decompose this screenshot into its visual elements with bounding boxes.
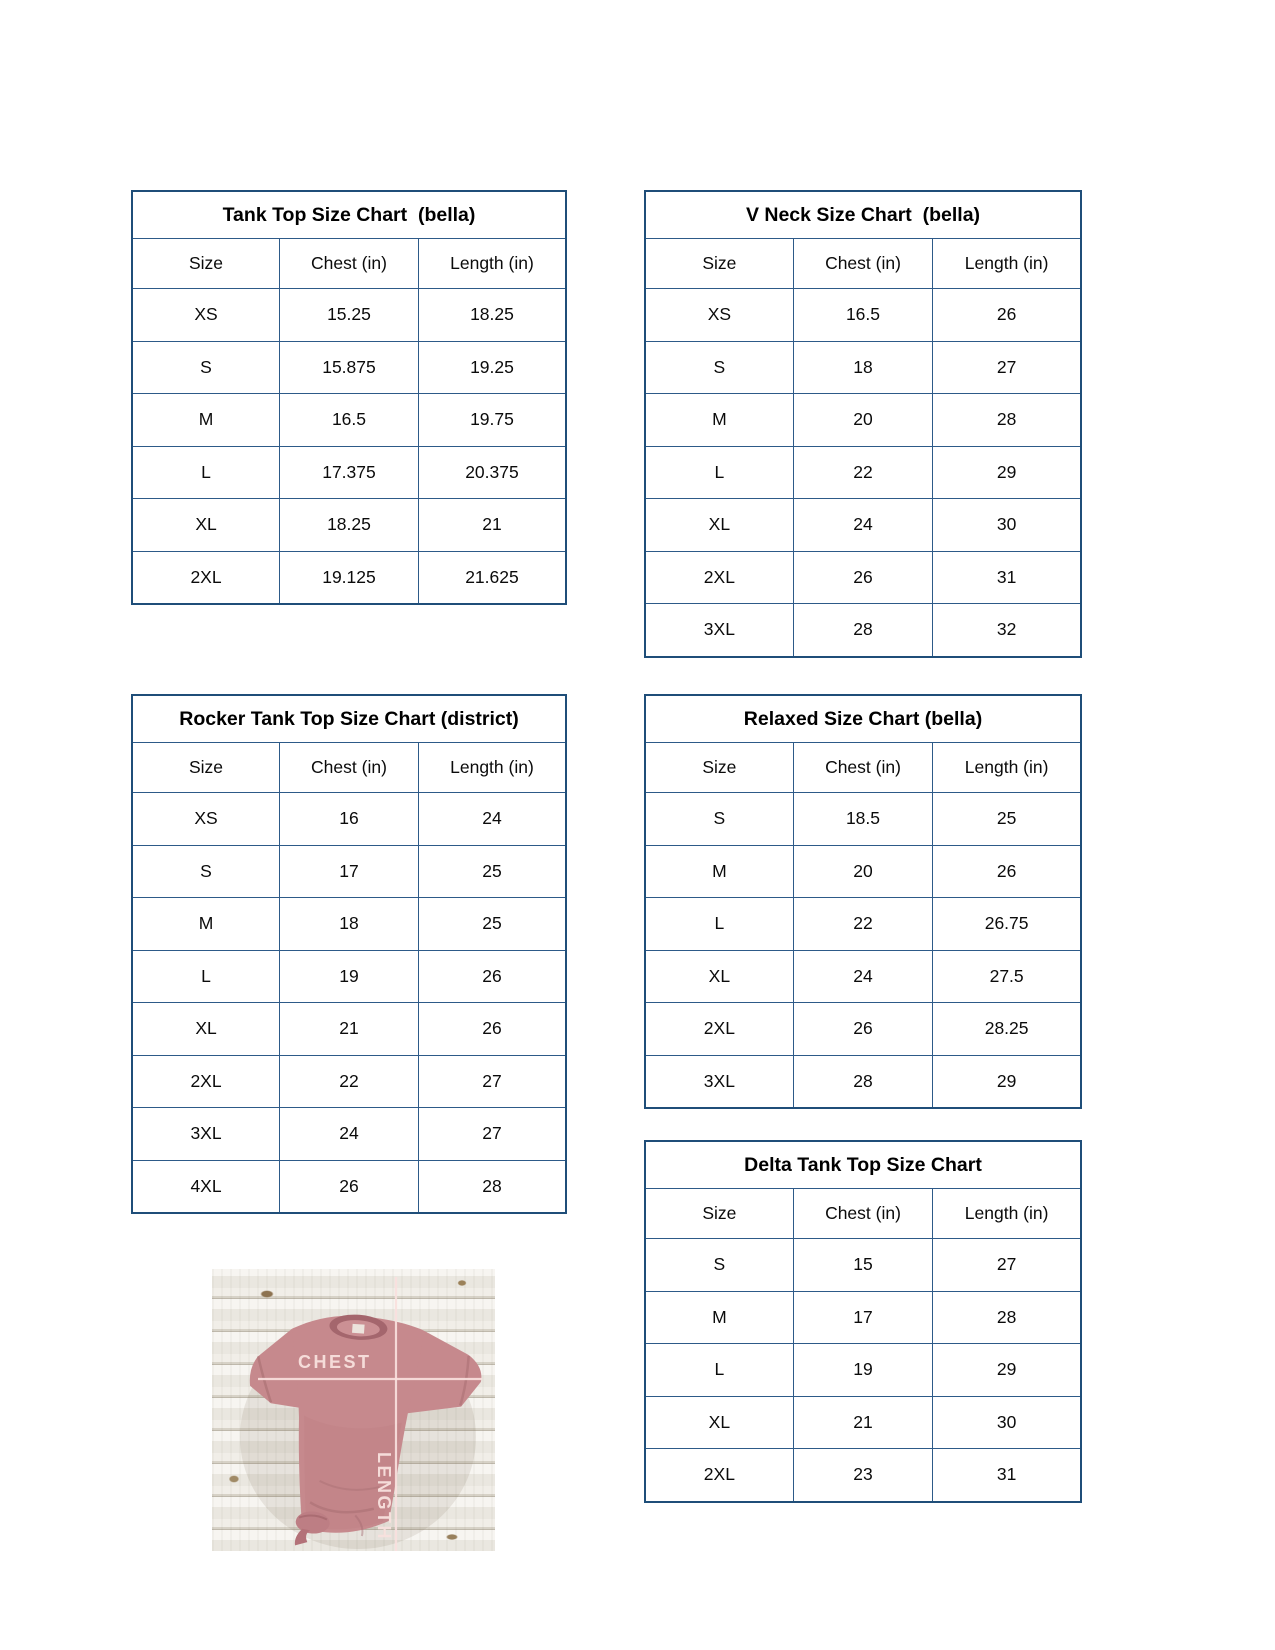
chest-cell: 24 — [280, 1108, 419, 1161]
table-row — [645, 1239, 1081, 1292]
rocker-grid — [131, 694, 567, 1214]
size-cell: M — [645, 1291, 793, 1344]
chest-cell: 24 — [793, 950, 933, 1003]
length-cell: 26 — [933, 845, 1081, 898]
length-cell: 26 — [418, 1003, 566, 1056]
length-label: LENGTH — [374, 1452, 394, 1541]
chest-cell: 16 — [280, 793, 419, 846]
table-row — [132, 1055, 566, 1108]
size-cell: XL — [645, 950, 793, 1003]
length-cell: 25 — [933, 793, 1081, 846]
delta-grid — [644, 1140, 1082, 1503]
length-cell: 32 — [933, 604, 1081, 657]
size-cell: XS — [132, 793, 280, 846]
column-header: Chest (in) — [793, 1189, 933, 1239]
table-title: Tank Top Size Chart (bella) — [132, 191, 566, 239]
size-cell: XS — [132, 289, 280, 342]
column-header: Length (in) — [418, 743, 566, 793]
size-cell: 3XL — [645, 604, 793, 657]
neck-tag — [352, 1324, 365, 1334]
size-cell: 3XL — [645, 1055, 793, 1108]
column-header: Length (in) — [418, 239, 566, 289]
table-row — [132, 950, 566, 1003]
size-cell: 2XL — [645, 1449, 793, 1502]
size-cell: L — [132, 950, 280, 1003]
size-cell: M — [132, 898, 280, 951]
chest-cell: 17 — [793, 1291, 933, 1344]
chest-cell: 19 — [280, 950, 419, 1003]
length-cell: 28 — [933, 394, 1081, 447]
table-row — [132, 1108, 566, 1161]
size-cell: L — [132, 446, 280, 499]
table-row — [645, 394, 1081, 447]
table-row — [645, 845, 1081, 898]
column-header: Chest (in) — [793, 743, 933, 793]
length-cell: 29 — [933, 1344, 1081, 1397]
chest-cell: 15.25 — [280, 289, 419, 342]
chest-cell: 18 — [793, 341, 933, 394]
chest-cell: 28 — [793, 1055, 933, 1108]
chest-cell: 19 — [793, 1344, 933, 1397]
column-header: Length (in) — [933, 743, 1081, 793]
rocker-tank-top-size-table — [131, 694, 567, 1214]
table-row — [132, 394, 566, 447]
length-cell: 28 — [418, 1160, 566, 1213]
table-row — [132, 551, 566, 604]
table-row — [645, 1344, 1081, 1397]
table-title: V Neck Size Chart (bella) — [645, 191, 1081, 239]
table-row — [645, 604, 1081, 657]
length-cell: 26.75 — [933, 898, 1081, 951]
size-cell: 2XL — [132, 1055, 280, 1108]
chest-cell: 28 — [793, 604, 933, 657]
column-header: Chest (in) — [793, 239, 933, 289]
column-header: Size — [645, 239, 793, 289]
column-header: Size — [132, 239, 280, 289]
tshirt-measurement-photo — [212, 1269, 495, 1551]
length-cell: 28.25 — [933, 1003, 1081, 1056]
table-row — [645, 1291, 1081, 1344]
length-cell: 19.25 — [418, 341, 566, 394]
chest-cell: 19.125 — [280, 551, 419, 604]
size-cell: XL — [132, 1003, 280, 1056]
chest-cell: 16.5 — [280, 394, 419, 447]
chest-cell: 22 — [280, 1055, 419, 1108]
table-row — [645, 341, 1081, 394]
length-cell: 30 — [933, 1396, 1081, 1449]
column-header: Size — [645, 1189, 793, 1239]
chest-cell: 15 — [793, 1239, 933, 1292]
length-cell: 31 — [933, 551, 1081, 604]
chest-cell: 21 — [280, 1003, 419, 1056]
chest-cell: 18.25 — [280, 499, 419, 552]
chest-cell: 16.5 — [793, 289, 933, 342]
column-header: Size — [645, 743, 793, 793]
table-row — [645, 898, 1081, 951]
size-cell: S — [132, 845, 280, 898]
length-cell: 25 — [418, 898, 566, 951]
table-title: Rocker Tank Top Size Chart (district) — [132, 695, 566, 743]
chest-cell: 20 — [793, 394, 933, 447]
chest-cell: 24 — [793, 499, 933, 552]
relaxed-size-table — [644, 694, 1082, 1109]
tank-top-size-table — [131, 190, 567, 605]
size-cell: L — [645, 898, 793, 951]
table-row — [645, 793, 1081, 846]
length-cell: 27.5 — [933, 950, 1081, 1003]
chest-label: CHEST — [298, 1352, 372, 1372]
column-header: Length (in) — [933, 1189, 1081, 1239]
length-cell: 21.625 — [418, 551, 566, 604]
chest-cell: 22 — [793, 898, 933, 951]
column-header: Length (in) — [933, 239, 1081, 289]
length-cell: 31 — [933, 1449, 1081, 1502]
delta-tank-top-size-table — [644, 1140, 1082, 1503]
table-row — [132, 793, 566, 846]
chest-cell: 20 — [793, 845, 933, 898]
table-row — [645, 446, 1081, 499]
column-header: Size — [132, 743, 280, 793]
size-cell: M — [645, 845, 793, 898]
tank_top-grid — [131, 190, 567, 605]
length-cell: 29 — [933, 1055, 1081, 1108]
chest-cell: 15.875 — [280, 341, 419, 394]
size-cell: 4XL — [132, 1160, 280, 1213]
table-row — [132, 1003, 566, 1056]
chest-cell: 26 — [793, 1003, 933, 1056]
size-cell: S — [132, 341, 280, 394]
size-cell: XL — [645, 1396, 793, 1449]
table-row — [645, 499, 1081, 552]
chest-cell: 17.375 — [280, 446, 419, 499]
v-neck-size-table — [644, 190, 1082, 658]
table-row — [645, 1449, 1081, 1502]
size-cell: 3XL — [132, 1108, 280, 1161]
size-cell: S — [645, 1239, 793, 1292]
table-row — [132, 341, 566, 394]
size-cell: L — [645, 1344, 793, 1397]
column-header: Chest (in) — [280, 743, 419, 793]
size-cell: L — [645, 446, 793, 499]
length-cell: 27 — [933, 1239, 1081, 1292]
table-row — [645, 551, 1081, 604]
chest-cell: 18 — [280, 898, 419, 951]
table-row — [132, 1160, 566, 1213]
chest-cell: 21 — [793, 1396, 933, 1449]
size-cell: M — [132, 394, 280, 447]
length-cell: 26 — [933, 289, 1081, 342]
size-cell: 2XL — [645, 551, 793, 604]
v_neck-grid — [644, 190, 1082, 658]
size-cell: S — [645, 341, 793, 394]
length-cell: 21 — [418, 499, 566, 552]
table-row — [645, 289, 1081, 342]
size-cell: S — [645, 793, 793, 846]
length-cell: 19.75 — [418, 394, 566, 447]
length-cell: 18.25 — [418, 289, 566, 342]
table-row — [132, 898, 566, 951]
tshirt-illustration — [212, 1269, 495, 1551]
length-cell: 27 — [933, 341, 1081, 394]
table-row — [132, 845, 566, 898]
length-cell: 26 — [418, 950, 566, 1003]
relaxed-grid — [644, 694, 1082, 1109]
chest-cell: 23 — [793, 1449, 933, 1502]
length-cell: 27 — [418, 1108, 566, 1161]
length-cell: 27 — [418, 1055, 566, 1108]
table-title: Delta Tank Top Size Chart — [645, 1141, 1081, 1189]
chest-cell: 22 — [793, 446, 933, 499]
table-title: Relaxed Size Chart (bella) — [645, 695, 1081, 743]
table-row — [132, 499, 566, 552]
column-header: Chest (in) — [280, 239, 419, 289]
length-cell: 28 — [933, 1291, 1081, 1344]
table-row — [645, 1396, 1081, 1449]
table-row — [132, 289, 566, 342]
size-cell: 2XL — [645, 1003, 793, 1056]
size-cell: XL — [132, 499, 280, 552]
chest-cell: 18.5 — [793, 793, 933, 846]
table-row — [132, 446, 566, 499]
length-cell: 20.375 — [418, 446, 566, 499]
size-cell: XS — [645, 289, 793, 342]
chest-cell: 26 — [280, 1160, 419, 1213]
chest-cell: 26 — [793, 551, 933, 604]
table-row — [645, 1003, 1081, 1056]
size-cell: XL — [645, 499, 793, 552]
length-cell: 29 — [933, 446, 1081, 499]
length-cell: 30 — [933, 499, 1081, 552]
chest-cell: 17 — [280, 845, 419, 898]
size-cell: 2XL — [132, 551, 280, 604]
length-cell: 24 — [418, 793, 566, 846]
table-row — [645, 950, 1081, 1003]
table-row — [645, 1055, 1081, 1108]
length-cell: 25 — [418, 845, 566, 898]
size-cell: M — [645, 394, 793, 447]
